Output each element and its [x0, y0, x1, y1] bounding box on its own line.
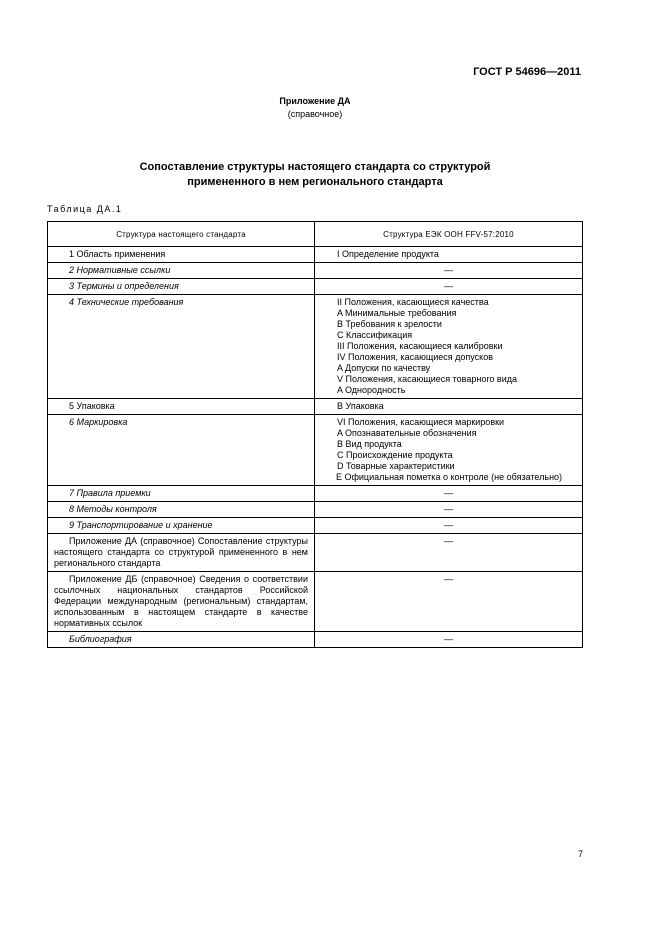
row-right-line: B Вид продукта [337, 439, 402, 449]
annex-header [0, 95, 630, 121]
table-row [48, 399, 583, 415]
row-left: 1 Область применения [48, 247, 315, 263]
column-header-regional: Структура ЕЭК ООН FFV-57:2010 [315, 222, 583, 247]
row-right: — [315, 534, 583, 572]
row-right-line: V Положения, касающиеся товарного вида [337, 374, 517, 384]
row-right-line: A Опознавательные обозначения [337, 428, 477, 438]
row-left: 2 Нормативные ссылки [48, 263, 315, 279]
annex-heading-line2: примененного в нем регионального стандарта [187, 176, 443, 188]
annex-heading [0, 160, 630, 190]
row-right-line: A Однородность [337, 385, 406, 395]
row-right-line: C Происхождение продукта [337, 450, 453, 460]
table-row [48, 279, 583, 295]
row-left: 8 Методы контроля [48, 502, 315, 518]
row-left: Приложение ДА (справочное) Сопоставление структуры настоящего стандарта со структурой примененного в нем регионального стандарта [48, 534, 315, 572]
table-row [48, 295, 583, 399]
table-row [48, 247, 583, 263]
row-left: Приложение ДБ (справочное) Сведения о соответствии ссылочных национальных стандартов Российской Федерации международным (региональным) стандартам, использованным в настоящем стандарте в качестве нормативных ссылок [48, 572, 315, 632]
row-right-line: B Упаковка [337, 401, 384, 411]
row-right-line: III Положения, касающиеся калибровки [337, 341, 503, 351]
row-left: 9 Транспортирование и хранение [48, 518, 315, 534]
table-row [48, 486, 583, 502]
table-label: Таблица ДА.1 [47, 204, 123, 214]
table-row [48, 632, 583, 648]
annex-note: (справочное) [287, 109, 343, 119]
page-number: 7 [578, 849, 584, 859]
column-header-national: Структура настоящего стандарта [48, 222, 315, 247]
comparison-table [47, 221, 583, 648]
row-right [315, 415, 583, 486]
row-right-line: II Положения, касающиеся качества [337, 297, 489, 307]
table-row [48, 518, 583, 534]
row-right: — [315, 632, 583, 648]
row-right-line: IV Положения, касающиеся допусков [337, 352, 493, 362]
row-right: — [315, 486, 583, 502]
row-left: 3 Термины и определения [48, 279, 315, 295]
table-header-row [48, 222, 583, 247]
annex-title: Приложение ДА [279, 96, 351, 106]
row-left: 5 Упаковка [48, 399, 315, 415]
table-row [48, 263, 583, 279]
row-right-line: A Минимальные требования [337, 308, 457, 318]
row-right [315, 247, 583, 263]
row-left: 7 Правила приемки [48, 486, 315, 502]
row-right: — [315, 518, 583, 534]
row-right: — [315, 502, 583, 518]
row-right [315, 295, 583, 399]
row-left: 6 Маркировка [48, 415, 315, 486]
row-left: Библиография [48, 632, 315, 648]
annex-heading-line1: Сопоставление структуры настоящего стандарта со структурой [139, 161, 491, 173]
row-left: 4 Технические требования [48, 295, 315, 399]
row-right-line: B Требования к зрелости [337, 319, 442, 329]
row-right-line: E Официальная пометка о контроле (не обязательно) [336, 472, 563, 482]
row-right-line: D Товарные характеристики [337, 461, 455, 471]
row-right: — [315, 263, 583, 279]
table-row [48, 572, 583, 632]
row-right [315, 399, 583, 415]
row-right-line: C Классификация [337, 330, 413, 340]
table-row [48, 415, 583, 486]
table-row [48, 502, 583, 518]
row-right-line: I Определение продукта [337, 249, 439, 259]
row-right-line: VI Положения, касающиеся маркировки [337, 417, 505, 427]
row-right: — [315, 279, 583, 295]
document-code: ГОСТ Р 54696—2011 [473, 66, 581, 78]
table-row [48, 534, 583, 572]
row-right-line: A Допуски по качеству [337, 363, 431, 373]
row-right: — [315, 572, 583, 632]
